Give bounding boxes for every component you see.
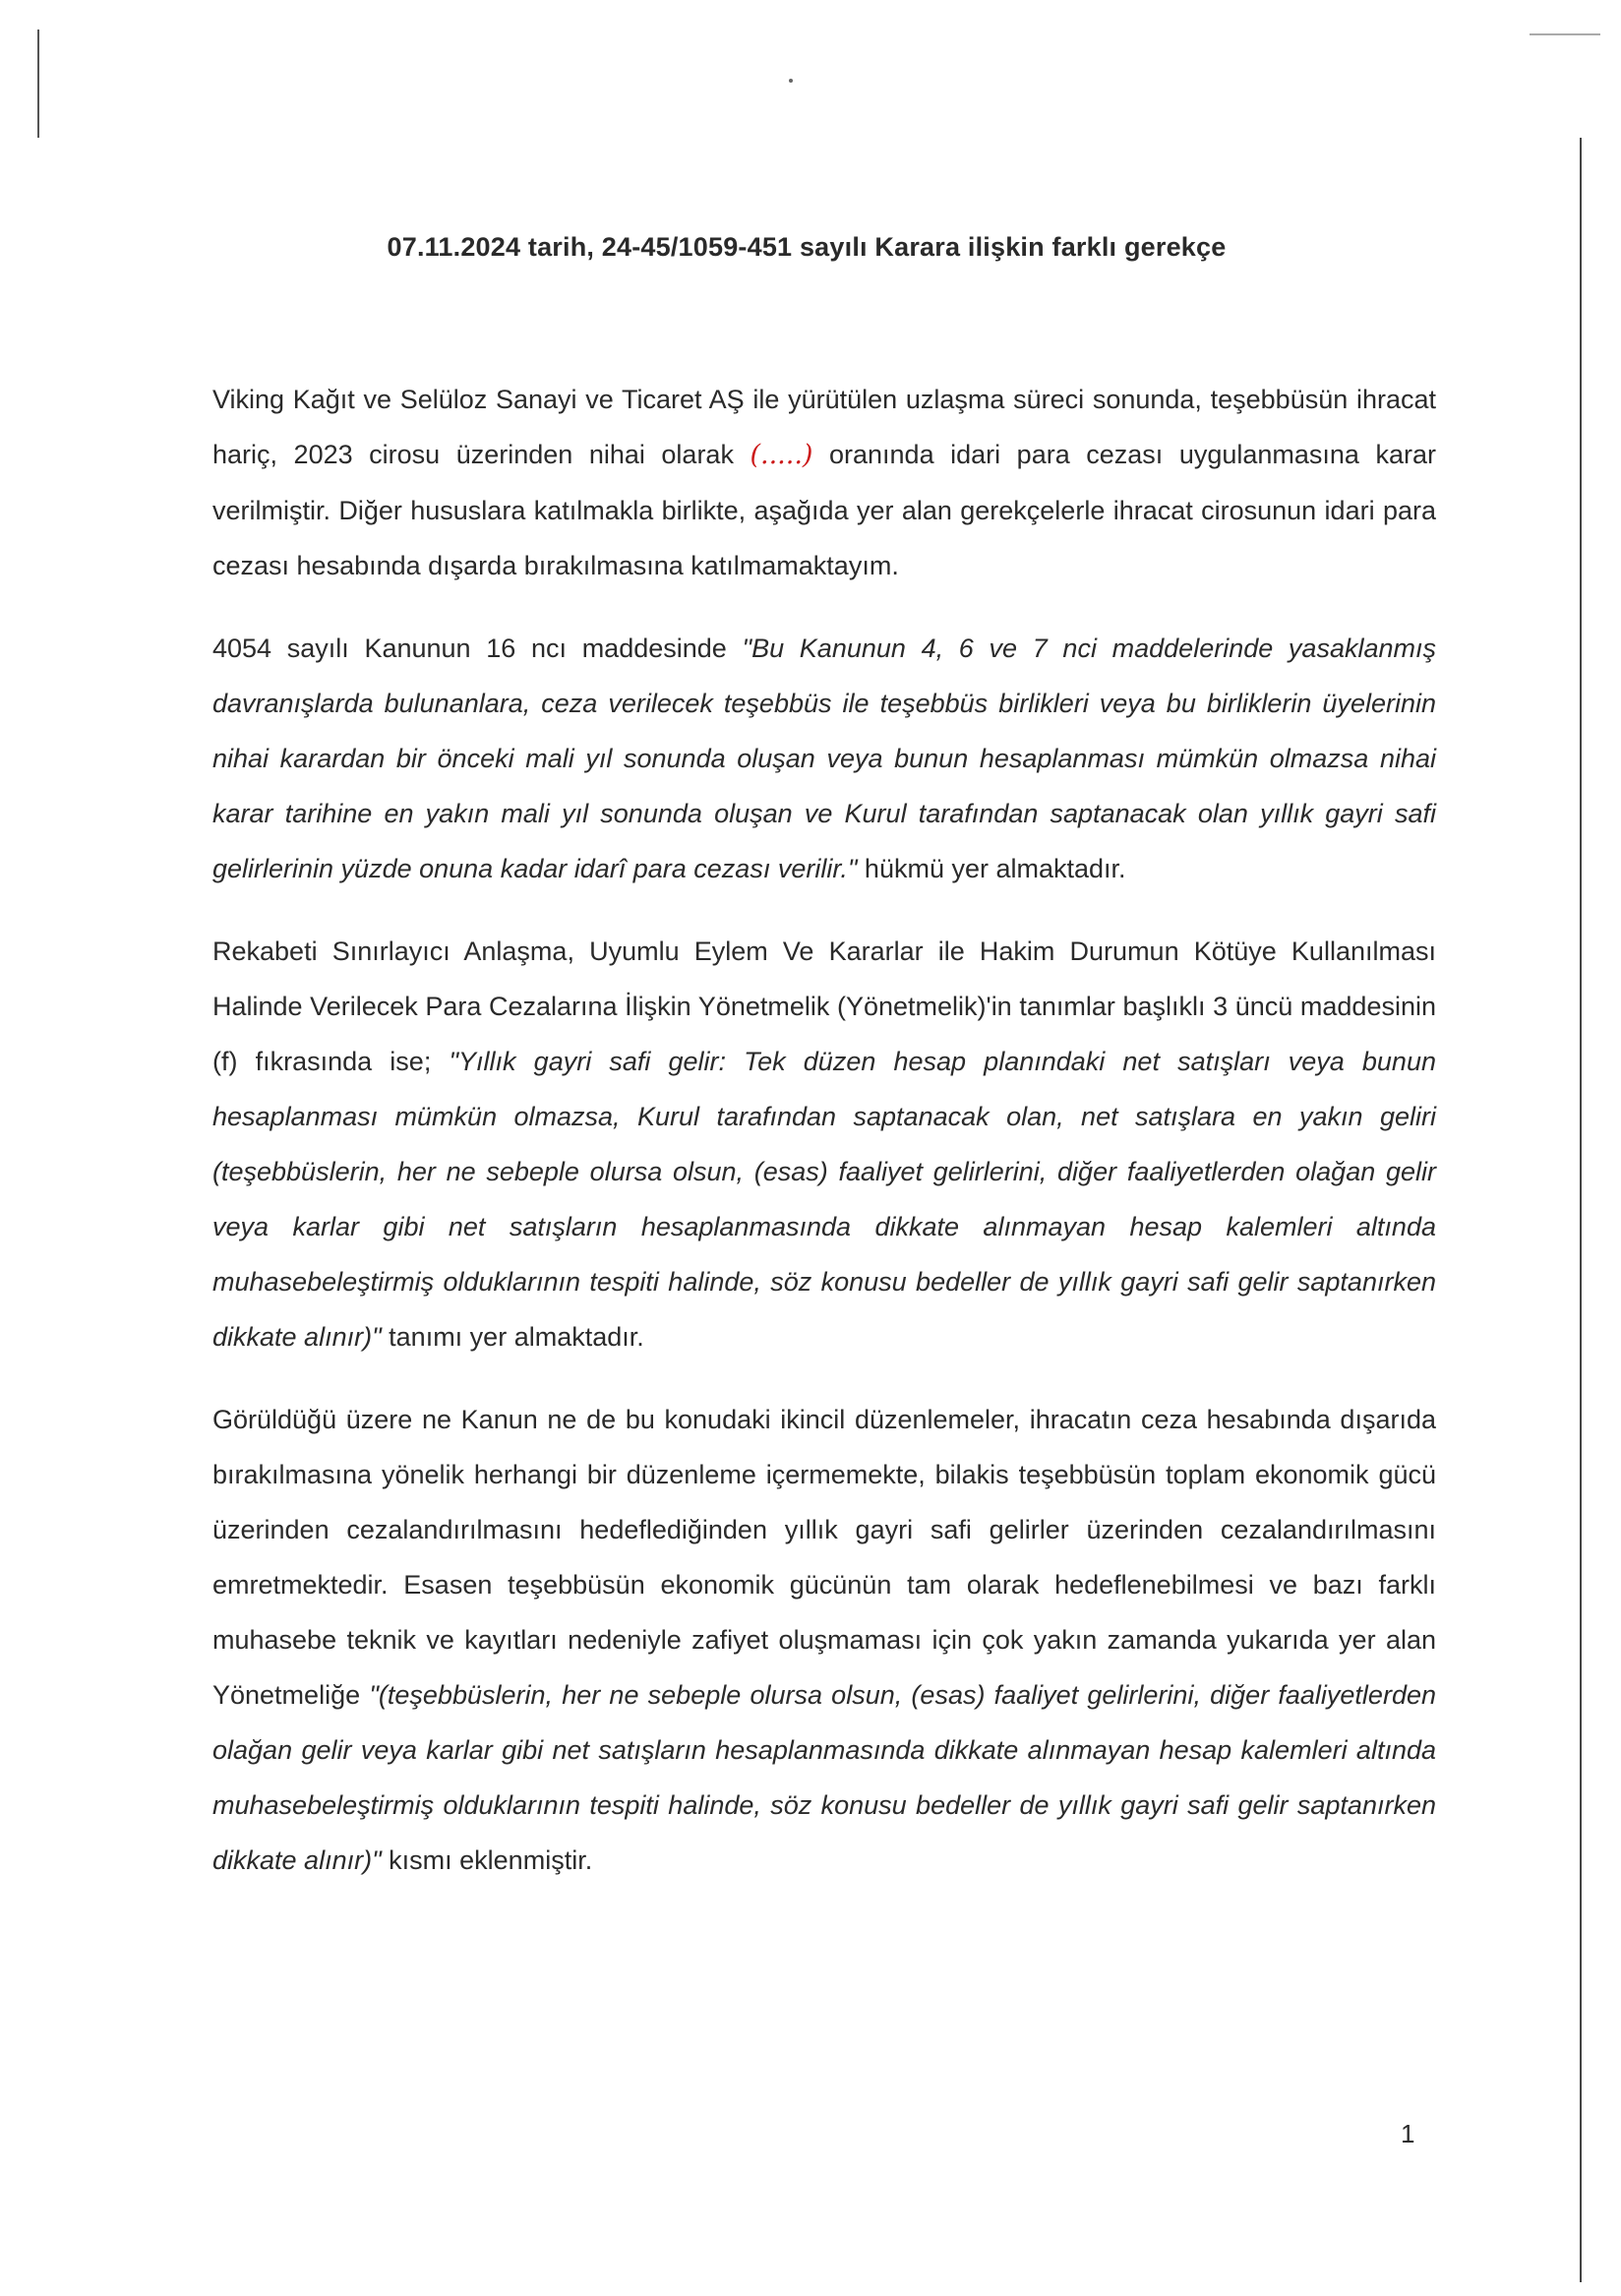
paragraph-4-text-a: Görüldüğü üzere ne Kanun ne de bu konudaki ikincil düzenlemeler, ihracatın ceza hesabında dışarıda bırakılmasına yönelik herhangi bir düzenleme içermemekte, bilakis teşebbüsün toplam ekonomik gücü üzerinden cezalandırılmasını hedeflediğinden yıllık gayri safi gelirler üzerinden cezalandırılmasını emretmektedir. Esasen teşebbüsün ekonomik gücünün tam olarak hedeflenebilmesi ve bazı farklı muhasebe teknik ve kayıtları nedeniyle zafiyet oluşmaması için çok yakın zamanda yukarıda yer alan Yönetmeliğe — [212, 1405, 1436, 1710]
paragraph-3-text-b: tanımı yer almaktadır. — [381, 1322, 644, 1352]
scan-edge-right — [1580, 138, 1582, 2282]
redaction-mark: (.....) — [750, 440, 813, 470]
document-title: 07.11.2024 tarih, 24-45/1059-451 sayılı Karara ilişkin farklı gerekçe — [387, 232, 1227, 262]
paragraph-3-text-a: Rekabeti Sınırlayıcı Anlaşma, Uyumlu Eylem Ve Kararlar ile Hakim Durumun Kötüye Kullanılması Halinde Verilecek Para Cezalarına İlişkin Yönetmelik (Yönetmelik)'in tanımlar başlıklı 3 üncü maddesinin (f) fıkrasında ise; — [212, 937, 1436, 1076]
paragraph-1-text-b: oranında idari para cezası uygulanmasına karar verilmiştir. Diğer hususlara katılmakla birlikte, aşağıda yer alan gerekçelerle ihracat cirosunun idari para cezası hesabında dışarda bırakılmasına katılmamaktayım. — [212, 440, 1436, 580]
paragraph-1 — [212, 372, 1436, 593]
paragraph-3-quote: "Yıllık gayri safi gelir: Tek düzen hesap planındaki net satışları veya bunun hesaplanması mümkün olmazsa, Kurul tarafından saptanacak olan, net satışlara en yakın geliri (teşebbüslerin, her ne sebeple olursa olsun, (esas) faaliyet gelirlerini, diğer faaliyetlerden olağan gelir veya karlar gibi net satışların hesaplanmasında dikkate alınmayan hesap kalemleri altında muhasebeleştirmiş olduklarının tespiti halinde, söz konusu bedeller de yıllık gayri safi gelir saptanırken dikkate alınır)" — [212, 1047, 1436, 1352]
paragraph-4 — [212, 1392, 1436, 1888]
paragraph-2 — [212, 621, 1436, 896]
scan-edge-top — [1530, 33, 1600, 35]
paragraph-1-text-a: Viking Kağıt ve Selüloz Sanayi ve Ticaret AŞ ile yürütülen uzlaşma süreci sonunda, teşebbüsün ihracat hariç, 2023 cirosu üzerinden nihai olarak — [212, 385, 1436, 469]
page-number: 1 — [1401, 2119, 1415, 2148]
paragraph-4-quote: "(teşebbüslerin, her ne sebeple olursa olsun, (esas) faaliyet gelirlerini, diğer faaliyetlerden olağan gelir veya karlar gibi net satışların hesaplanmasında dikkate alınmayan hesap kalemleri altında muhasebeleştirmiş olduklarının tespiti halinde, söz konusu bedeller de yıllık gayri safi gelir saptanırken dikkate alınır)" — [212, 1680, 1436, 1875]
paragraph-2-text-a: 4054 sayılı Kanunun 16 ncı maddesinde — [212, 634, 743, 663]
paragraph-4-text-b: kısmı eklenmiştir. — [381, 1845, 593, 1875]
document-body — [212, 372, 1436, 1915]
scan-speck — [789, 79, 793, 83]
scan-edge-left — [37, 30, 39, 138]
paragraph-2-text-b: hükmü yer almaktadır. — [857, 854, 1126, 883]
paragraph-3 — [212, 924, 1436, 1364]
paragraph-2-quote: "Bu Kanunun 4, 6 ve 7 nci maddelerinde yasaklanmış davranışlarda bulunanlara, ceza verilecek teşebbüs ile teşebbüs birlikleri veya bu birliklerin üyelerinin nihai karardan bir önceki mali yıl sonunda oluşan veya bunun hesaplanması mümkün olmazsa nihai karar tarihine en yakın mali yıl sonunda oluşan ve Kurul tarafından saptanacak olan yıllık gayri safi gelirlerinin yüzde onuna kadar idarî para cezası verilir." — [212, 634, 1436, 883]
